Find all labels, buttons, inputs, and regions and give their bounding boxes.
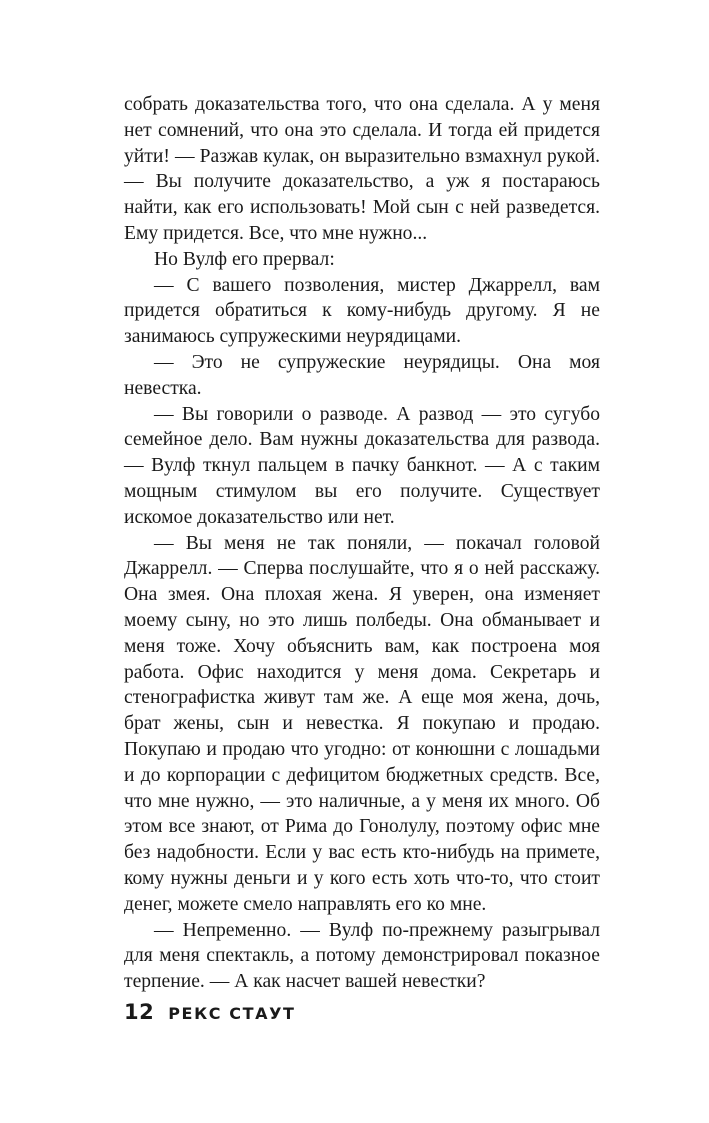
paragraph: Но Вулф его прервал: [154, 248, 335, 270]
body-text [124, 92, 600, 995]
page-footer [124, 1000, 296, 1028]
running-head-author: РЕКС СТАУТ [168, 1004, 296, 1023]
dialogue-paragraph: — Вы говорили о разводе. А развод — это сугубо семейное дело. Вам нужны доказательства для развода. — Вулф ткнул пальцем в пачку банкнот. — А с таким мощным стимулом вы его получите. Существует искомое доказательство или нет. [124, 403, 600, 528]
dialogue-paragraph: — С вашего позволения, мистер Джаррелл, вам придется обратиться к кому-нибудь другому. Я не занимаюсь супружескими неурядицами. [124, 274, 600, 348]
dialogue-paragraph: — Это не супружеские неурядицы. Она моя невестка. [124, 351, 600, 399]
paragraph-continuation: собрать доказательства того, что она сделала. А у меня нет сомнений, что она это сделала. И тогда ей придется уйти! — Разжав кулак, он выразительно взмахнул рукой. — Вы получите доказательство, а уж я постараюсь найти, как его использовать! Мой сын с ней разведется. Ему придется. Все, что мне нужно... [124, 94, 600, 244]
page-number: 12 [124, 1000, 155, 1024]
dialogue-paragraph: — Непременно. — Вулф по-прежнему разыгрывал для меня спектакль, а потому демонстрировал показное терпение. — А как насчет вашей невестки? [124, 919, 600, 993]
dialogue-paragraph: — Вы меня не так поняли, — покачал головой Джаррелл. — Сперва послушайте, что я о ней расскажу. Она змея. Она плохая жена. Я уверен, она изменяет моему сыну, но это лишь полбеды. Она обманывает и меня тоже. Хочу объяснить вам, как построена моя работа. Офис находится у меня дома. Секретарь и стенографистка живут там же. А еще моя жена, дочь, брат жены, сын и невестка. Я покупаю и продаю. Покупаю и продаю что угодно: от конюшни с лошадьми и до корпорации с дефицитом бюджетных средств. Все, что мне нужно, — это наличные, а у меня их много. Об этом все знают, от Рима до Гонолулу, поэтому офис мне без надобности. Если у вас есть кто-нибудь на примете, кому нужны деньги и у кого есть хоть что-то, что стоит денег, можете смело направлять его ко мне. [124, 532, 600, 915]
